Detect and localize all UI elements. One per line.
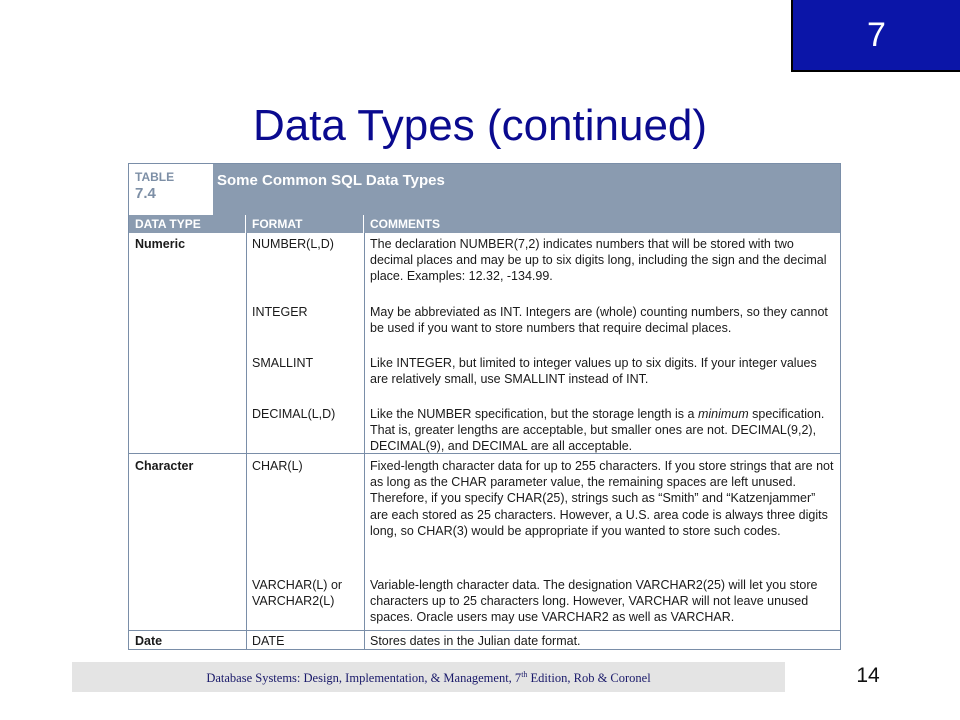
footer-text-before: Database Systems: Design, Implementation, & Management, 7	[206, 671, 522, 686]
cell-format: CHAR(L)	[252, 459, 303, 473]
cell-format: DATE	[252, 634, 285, 648]
column-header-data-type: DATA TYPE	[129, 215, 246, 233]
cell-comment: The declaration NUMBER(7,2) indicates numbers that will be stored with two decimal places and may be up to six digits long, including the sign and the decimal place. Examples: 12.32, -134.99.	[370, 237, 827, 284]
cell-format: INTEGER	[252, 305, 308, 319]
cell-data-type: Date	[135, 634, 163, 648]
cell-format: SMALLINT	[252, 356, 314, 370]
page-number: 14	[856, 664, 880, 687]
footer-bar	[72, 662, 785, 692]
cell-format: NUMBER(L,D)	[252, 237, 334, 251]
column-divider	[364, 233, 365, 650]
column-divider	[246, 233, 247, 650]
cell-comment: Stores dates in the Julian date format.	[370, 634, 581, 648]
comment-text: specification. That is, greater lengths are acceptable, but smaller ones are not. DECIMAL(9,2), DECIMAL(9), and DECIMAL are all acceptable.	[370, 407, 825, 454]
table-label-text: TABLE	[135, 170, 175, 184]
cell-comment: Fixed-length character data for up to 255 characters. If you store strings that are not as long as the CHAR parameter value, the remaining spaces are left unused. Therefore, if you specify CHAR(25), strings such as “Smith” and “Katzenjammer” are each stored as 25 characters. However, a U.S. area code is always three digits long, so CHAR(3) would be appropriate if you wanted to store such codes.	[370, 459, 834, 538]
table-number: 7.4	[135, 185, 156, 202]
table-caption: Some Common SQL Data Types	[217, 172, 445, 189]
cell-comment: Like INTEGER, but limited to integer values up to six digits. If your integer values are relatively small, use SMALLINT instead of INT.	[370, 356, 817, 387]
cell-data-type: Numeric	[135, 237, 186, 251]
cell-comment	[370, 406, 836, 455]
footer-citation	[72, 670, 785, 686]
footer-text-after: Edition, Rob & Coronel	[527, 671, 651, 686]
cell-comment: Variable-length character data. The designation VARCHAR2(25) will let you store characters up to 25 characters long. However, VARCHAR will not leave unused spaces. Oracle users may use VARCHAR2 as well as VARCHAR.	[370, 578, 818, 625]
cell-format: VARCHAR(L) or VARCHAR2(L)	[252, 578, 343, 609]
cell-data-type: Character	[135, 459, 194, 473]
chapter-badge: 7	[791, 0, 960, 72]
footer-superscript: th	[521, 670, 528, 679]
column-header-comments: COMMENTS	[364, 215, 841, 233]
comment-emphasis: minimum	[697, 407, 749, 421]
row-divider	[129, 630, 840, 631]
cell-format: DECIMAL(L,D)	[252, 407, 336, 421]
cell-comment: May be abbreviated as INT. Integers are (whole) counting numbers, so they cannot be used if you want to store numbers that require decimal places.	[370, 305, 828, 336]
table-label	[129, 164, 213, 215]
comment-text: Like the NUMBER specification, but the storage length is a	[370, 407, 698, 421]
column-header-format: FORMAT	[246, 215, 364, 233]
sql-data-types-table	[128, 163, 841, 650]
slide-title: Data Types (continued)	[252, 101, 708, 150]
